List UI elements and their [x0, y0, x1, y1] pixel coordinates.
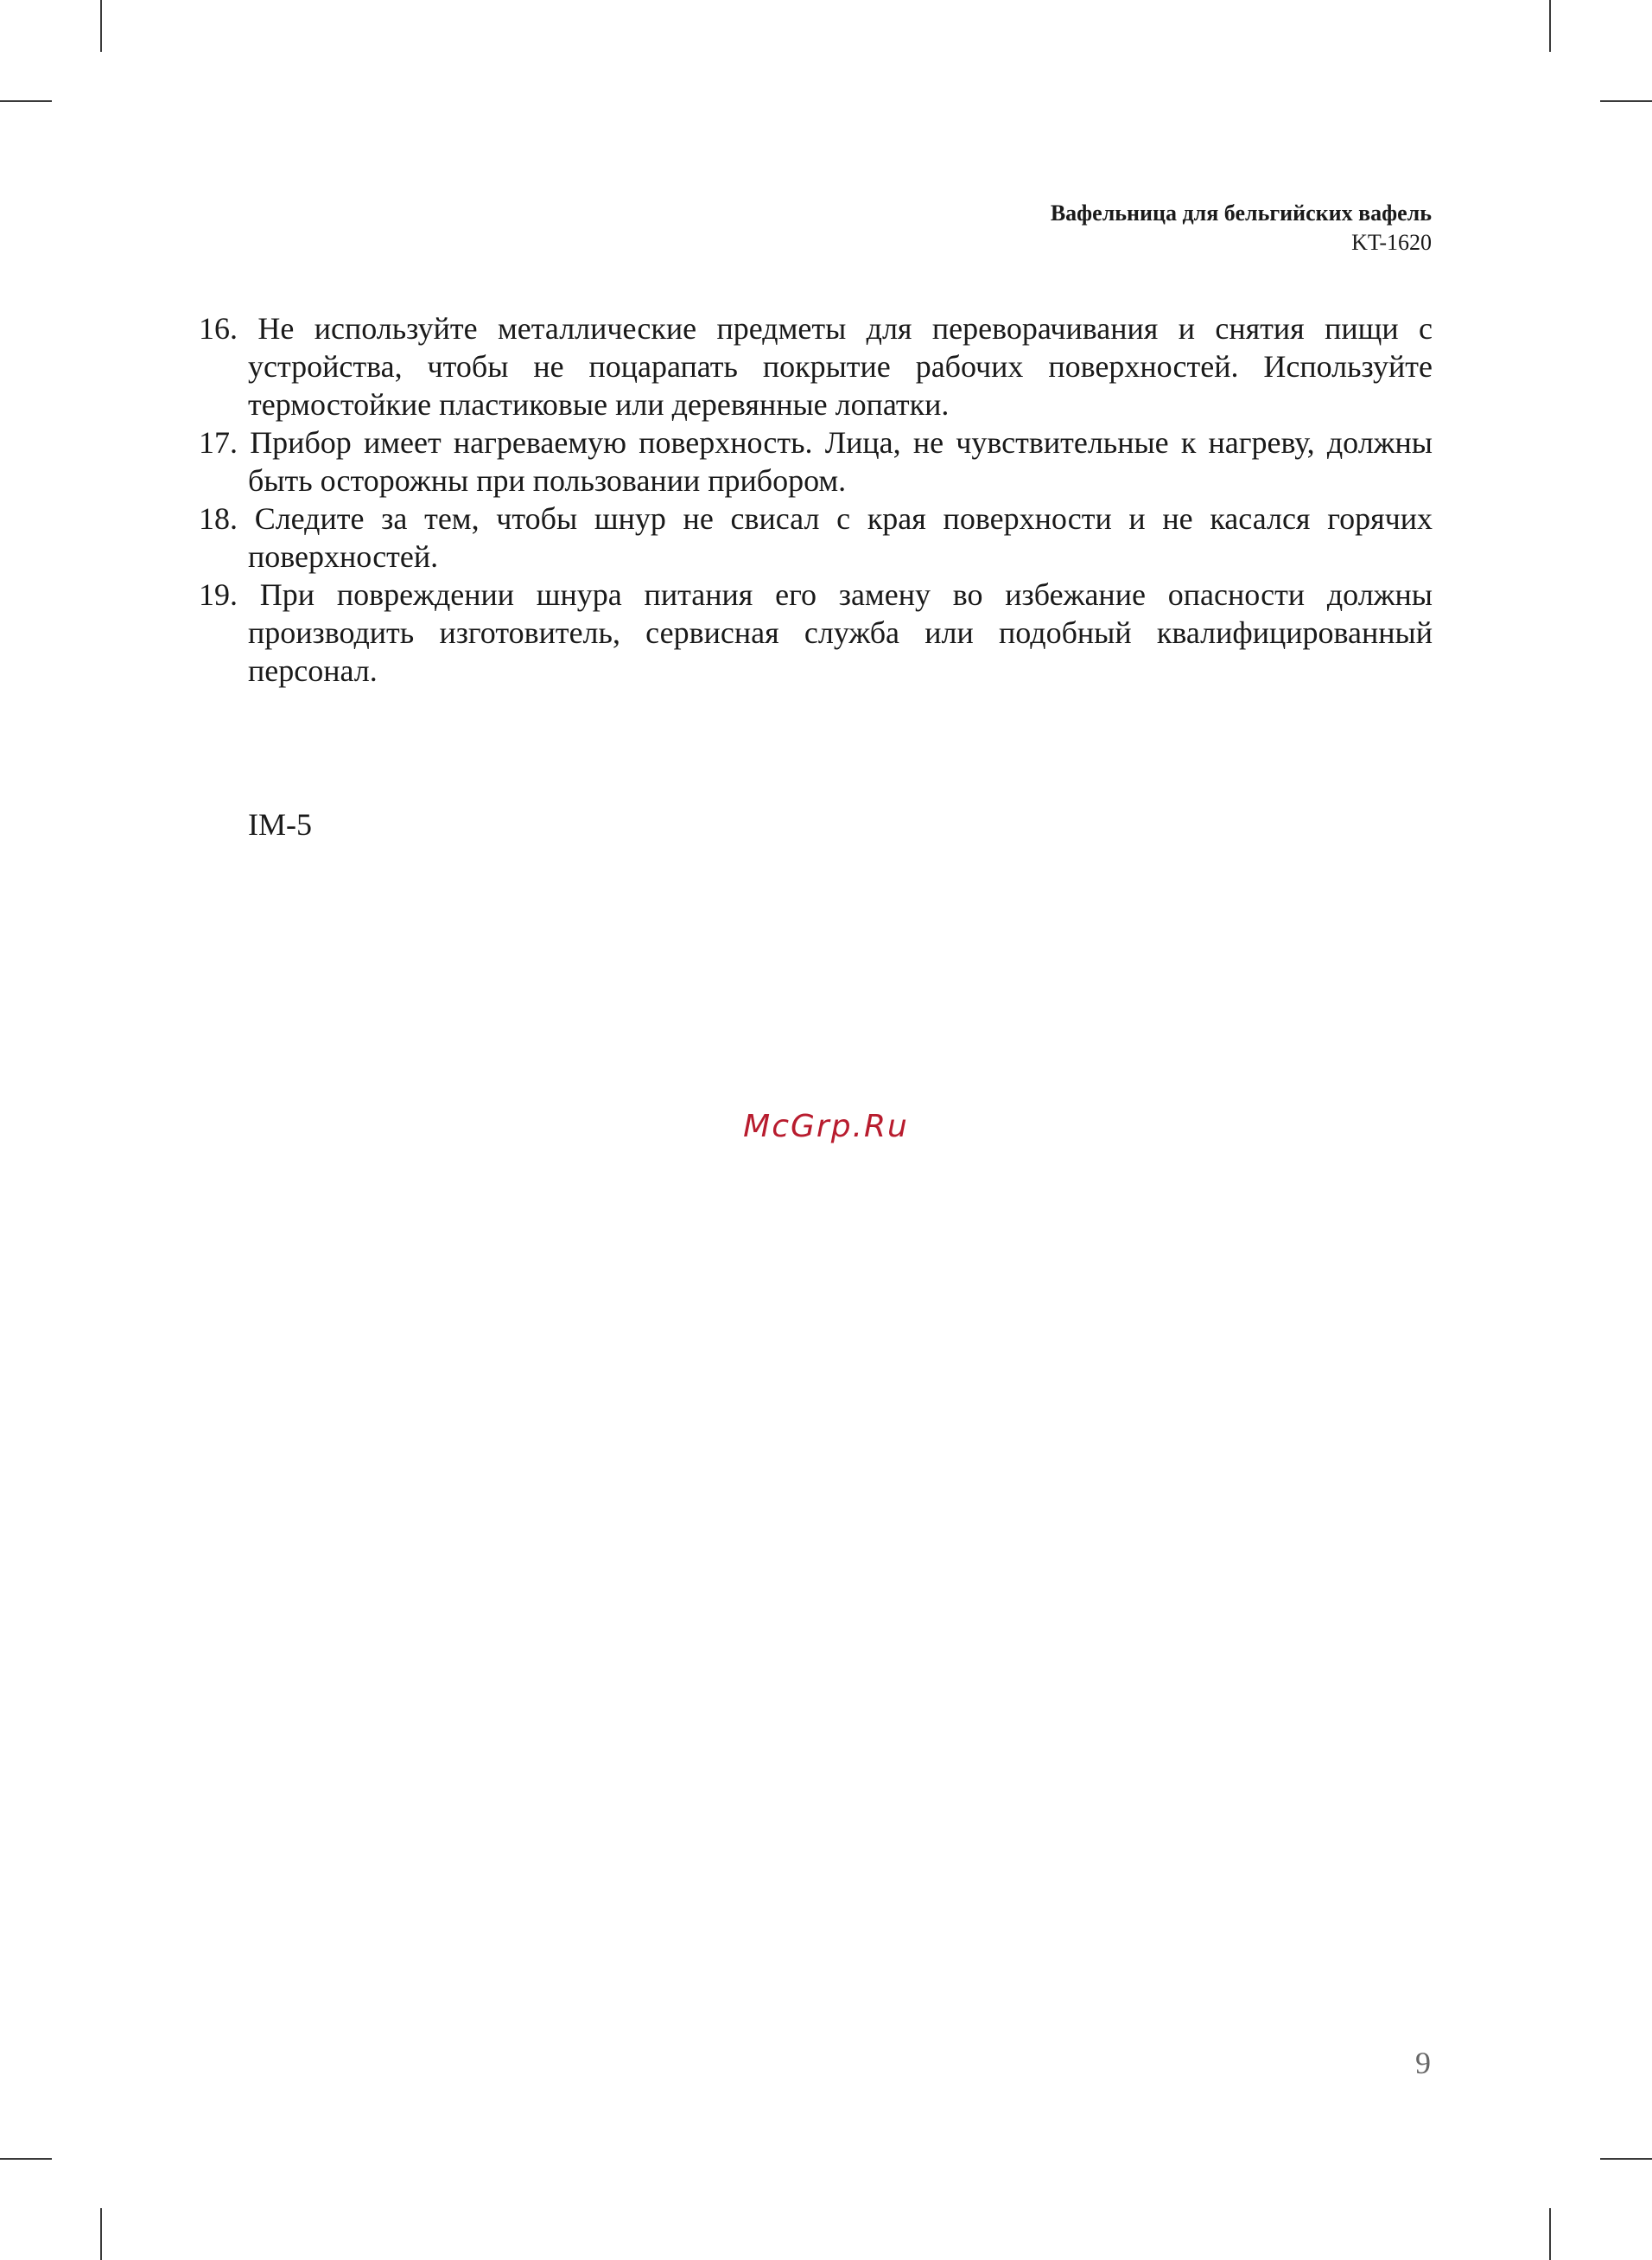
crop-mark-bottom-right-vertical — [1549, 2208, 1551, 2260]
watermark: McGrp.Ru — [743, 1109, 909, 1144]
crop-mark-bottom-right-horizontal — [1600, 2158, 1652, 2160]
running-header — [1051, 199, 1432, 258]
list-item: 18. Следите за тем, чтобы шнур не свисал с края поверхности и не касался горячих поверхностей. — [199, 501, 1433, 574]
list-item: 17. Прибор имеет нагреваемую поверхность. Лица, не чувствительные к нагреву, должны быть осторожны при пользовании прибором. — [199, 425, 1433, 498]
crop-mark-top-right-horizontal — [1600, 100, 1652, 102]
crop-mark-top-left-horizontal — [0, 100, 52, 102]
list-item: 19. При повреждении шнура питания его замену во избежание опасности должны производить изготовитель, сервисная служба или подобный квалифицированный персонал. — [199, 577, 1433, 688]
crop-mark-top-right-vertical — [1549, 0, 1551, 52]
safety-instructions-list — [199, 309, 1433, 690]
crop-mark-top-left-vertical — [100, 0, 102, 52]
list-item: 16. Не используйте металлические предметы для переворачивания и снятия пищи с устройства, чтобы не поцарапать покрытие рабочих поверхностей. Используйте термостойкие пластиковые или деревянные лопатки. — [199, 311, 1433, 422]
crop-mark-bottom-left-vertical — [100, 2208, 102, 2260]
crop-mark-bottom-left-horizontal — [0, 2158, 52, 2160]
header-title: Вафельница для бельгийских вафель — [1050, 201, 1432, 226]
page-number: 9 — [1415, 2046, 1431, 2080]
document-code: IM-5 — [248, 807, 312, 842]
header-model: KT-1620 — [1351, 230, 1432, 255]
